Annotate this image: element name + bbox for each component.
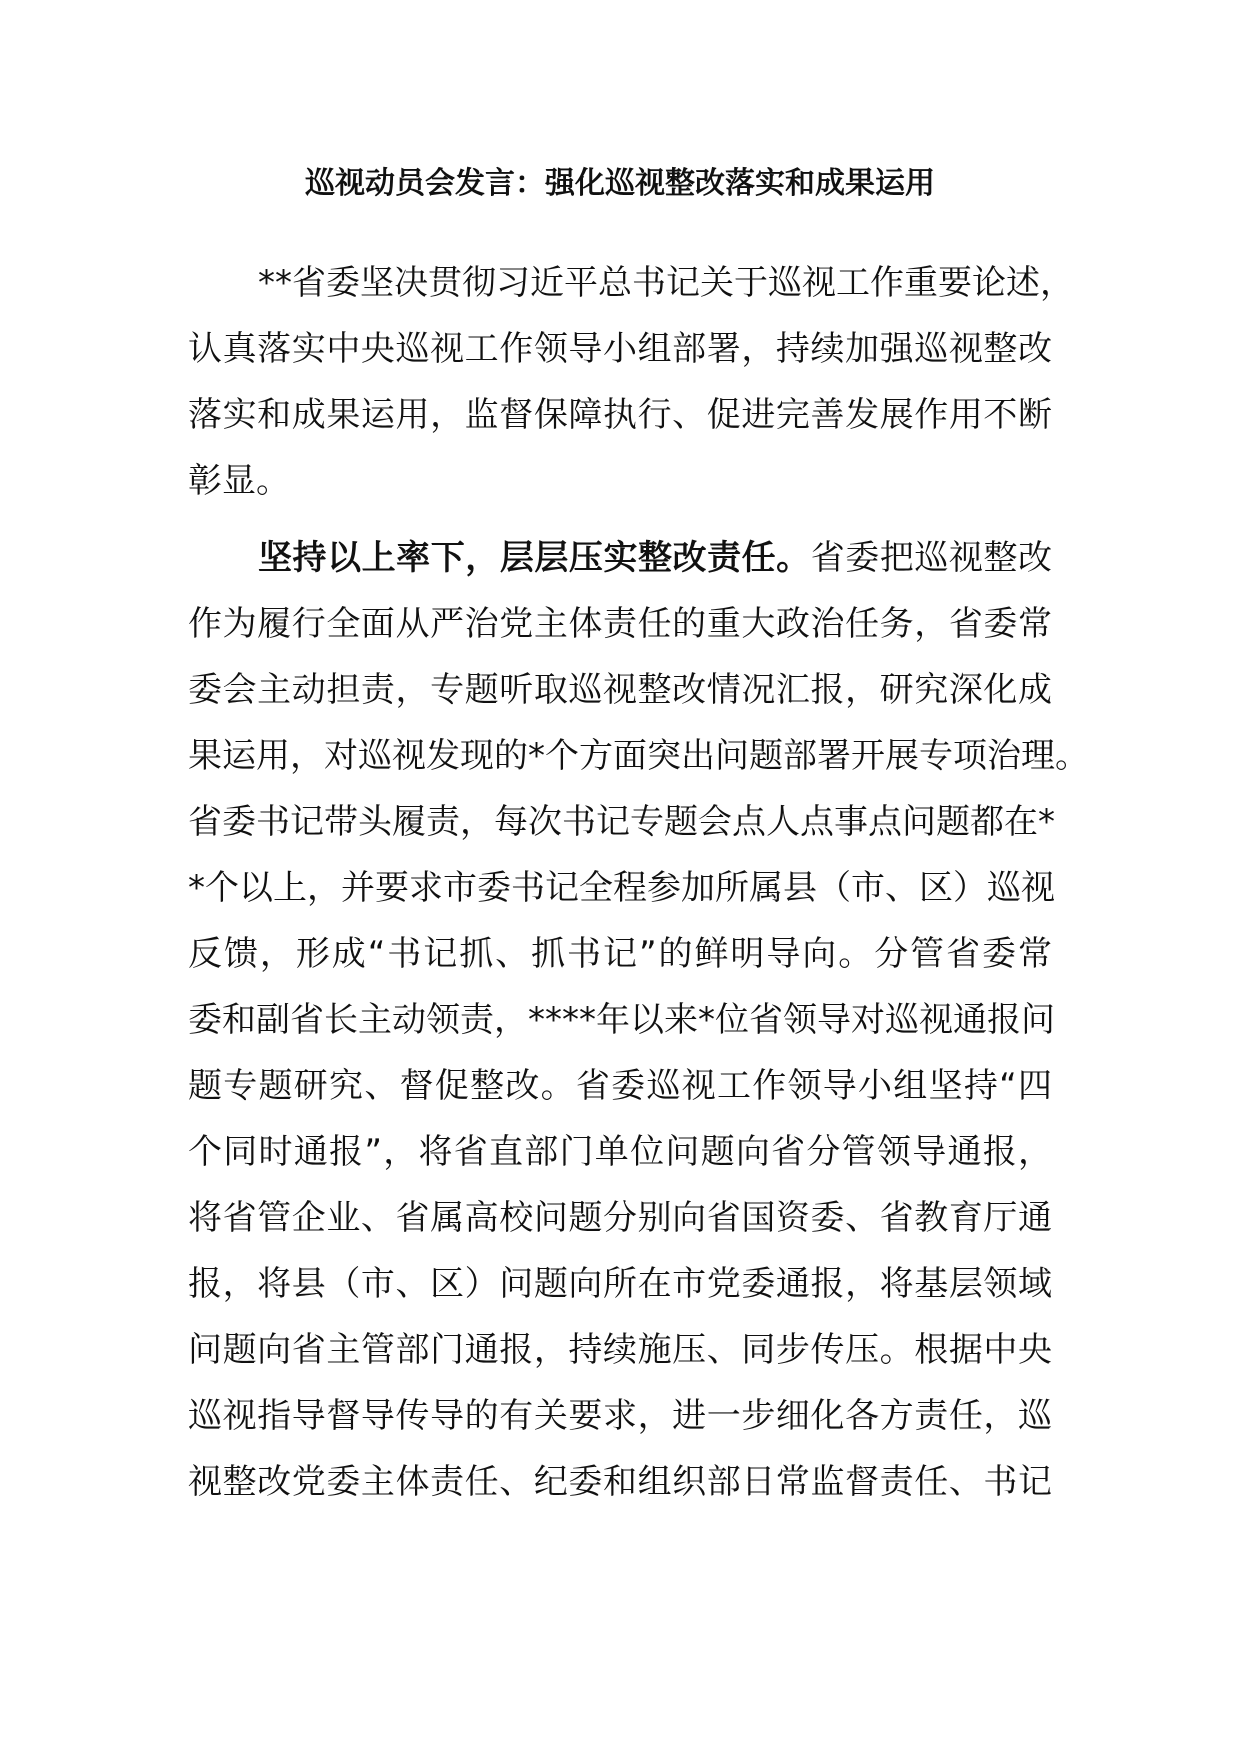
text-line: 彰显。 bbox=[188, 461, 290, 501]
text-line: **省委坚决贯彻习近平总书记关于巡视工作重要论述， bbox=[258, 263, 1074, 303]
text-line: *个以上，并要求市委书记全程参加所属县（市、区）巡视 bbox=[188, 868, 1055, 908]
text-span: 省委把巡视整改 bbox=[810, 538, 1053, 578]
text-line: 认真落实中央巡视工作领导小组部署，持续加强巡视整改 bbox=[188, 329, 1052, 369]
text-line: 委和副省长主动领责，****年以来*位省领导对巡视通报问 bbox=[188, 1000, 1055, 1040]
text-line: 巡视指导督导传导的有关要求，进一步细化各方责任，巡 bbox=[188, 1396, 1052, 1436]
text-line: 题专题研究、督促整改。省委巡视工作领导小组坚持“四 bbox=[188, 1066, 1052, 1106]
text-line: 个同时通报”，将省直部门单位问题向省分管领导通报， bbox=[188, 1132, 1052, 1172]
text-line: 反馈，形成“书记抓、抓书记”的鲜明导向。分管省委常 bbox=[188, 934, 1052, 974]
text-line: 报，将县（市、区）问题向所在市党委通报，将基层领域 bbox=[188, 1264, 1052, 1304]
text-line: 省委书记带头履责，每次书记专题会点人点事点问题都在* bbox=[188, 802, 1055, 842]
section-heading: 坚持以上率下，层层压实整改责任。 bbox=[258, 538, 811, 578]
document-title: 巡视动员会发言：强化巡视整改落实和成果运用 bbox=[305, 166, 935, 201]
text-line bbox=[188, 525, 1052, 591]
text-line: 问题向省主管部门通报，持续施压、同步传压。根据中央 bbox=[188, 1330, 1052, 1370]
paragraph-intro bbox=[188, 250, 1074, 514]
text-line: 果运用，对巡视发现的*个方面突出问题部署开展专项治理。 bbox=[188, 736, 1089, 776]
text-line: 将省管企业、省属高校问题分别向省国资委、省教育厅通 bbox=[188, 1198, 1052, 1238]
text-line: 委会主动担责，专题听取巡视整改情况汇报，研究深化成 bbox=[188, 670, 1052, 710]
text-line: 视整改党委主体责任、纪委和组织部日常监督责任、书记 bbox=[188, 1462, 1052, 1502]
paragraph-responsibility bbox=[188, 525, 1089, 1515]
text-line: 落实和成果运用，监督保障执行、促进完善发展作用不断 bbox=[188, 395, 1052, 435]
text-line: 作为履行全面从严治党主体责任的重大政治任务，省委常 bbox=[188, 604, 1052, 644]
